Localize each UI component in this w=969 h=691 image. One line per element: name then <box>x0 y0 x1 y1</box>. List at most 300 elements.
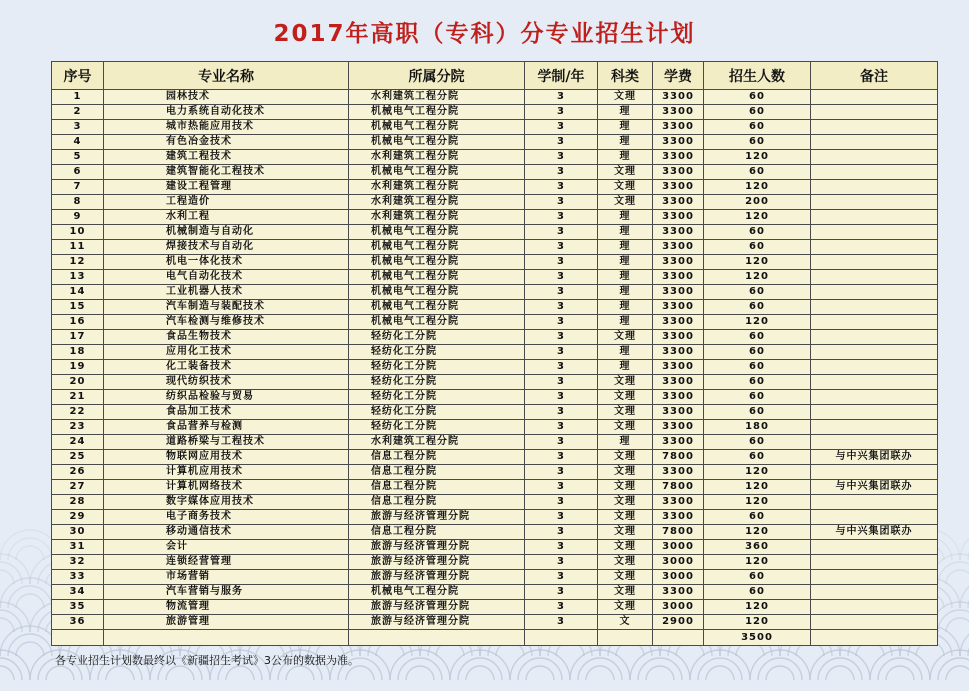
cell-index: 36 <box>52 615 104 630</box>
cell-tuition: 7800 <box>653 525 704 540</box>
cell-years: 3 <box>525 360 598 375</box>
cell-quota: 60 <box>704 225 811 240</box>
cell-category: 理 <box>598 225 653 240</box>
table-row <box>52 330 938 345</box>
cell-major: 应用化工技术 <box>104 345 349 360</box>
cell-index: 24 <box>52 435 104 450</box>
cell-notes <box>811 105 938 120</box>
header-notes: 备注 <box>811 62 938 90</box>
cell-tuition: 3300 <box>653 510 704 525</box>
header-category: 科类 <box>598 62 653 90</box>
wave-arc <box>16 546 44 560</box>
cell-quota: 360 <box>704 540 811 555</box>
table-row <box>52 90 938 105</box>
wave-arc <box>766 666 794 680</box>
cell-years: 3 <box>525 390 598 405</box>
cell-major: 物流管理 <box>104 600 349 615</box>
cell-years: 3 <box>525 525 598 540</box>
cell-major: 机械制造与自动化 <box>104 225 349 240</box>
cell-index: 23 <box>52 420 104 435</box>
cell-index: 33 <box>52 570 104 585</box>
cell-notes <box>811 615 938 630</box>
cell-category: 理 <box>598 360 653 375</box>
cell-tuition: 3300 <box>653 165 704 180</box>
cell-college: 机械电气工程分院 <box>349 255 525 270</box>
cell-years: 3 <box>525 570 598 585</box>
cell-tuition: 3300 <box>653 240 704 255</box>
cell-college: 机械电气工程分院 <box>349 585 525 600</box>
wave-arc <box>646 666 674 680</box>
cell-quota: 120 <box>704 465 811 480</box>
cell-major: 食品加工技术 <box>104 405 349 420</box>
cell-quota: 180 <box>704 420 811 435</box>
cell-college: 机械电气工程分院 <box>349 105 525 120</box>
cell-tuition: 7800 <box>653 480 704 495</box>
total-empty-cell <box>598 630 653 646</box>
wave-arc <box>886 666 914 680</box>
wave-arc <box>706 666 734 680</box>
cell-tuition: 3300 <box>653 420 704 435</box>
cell-years: 3 <box>525 150 598 165</box>
cell-tuition: 3300 <box>653 390 704 405</box>
cell-tuition: 3300 <box>653 465 704 480</box>
wave-arc <box>0 602 30 632</box>
wave-arc <box>938 658 969 680</box>
cell-category: 文理 <box>598 465 653 480</box>
cell-tuition: 2900 <box>653 615 704 630</box>
cell-category: 文理 <box>598 180 653 195</box>
cell-quota: 120 <box>704 270 811 285</box>
cell-major: 有色冶金技术 <box>104 135 349 150</box>
header-quota: 招生人数 <box>704 62 811 90</box>
cell-notes <box>811 165 938 180</box>
cell-index: 29 <box>52 510 104 525</box>
wave-arc <box>698 658 742 680</box>
cell-years: 3 <box>525 420 598 435</box>
cell-category: 理 <box>598 150 653 165</box>
cell-index: 22 <box>52 405 104 420</box>
cell-college: 旅游与经济管理分院 <box>349 510 525 525</box>
cell-index: 15 <box>52 300 104 315</box>
table-row <box>52 465 938 480</box>
cell-years: 3 <box>525 375 598 390</box>
cell-notes <box>811 435 938 450</box>
cell-tuition: 3300 <box>653 315 704 330</box>
cell-index: 26 <box>52 465 104 480</box>
cell-major: 计算机应用技术 <box>104 465 349 480</box>
cell-category: 理 <box>598 120 653 135</box>
cell-notes <box>811 315 938 330</box>
cell-major: 计算机网络技术 <box>104 480 349 495</box>
cell-college: 水利建筑工程分院 <box>349 210 525 225</box>
table-header-row <box>52 62 938 90</box>
cell-college: 旅游与经济管理分院 <box>349 540 525 555</box>
cell-tuition: 3300 <box>653 120 704 135</box>
cell-index: 16 <box>52 315 104 330</box>
cell-years: 3 <box>525 510 598 525</box>
cell-college: 机械电气工程分院 <box>349 285 525 300</box>
cell-notes <box>811 330 938 345</box>
cell-college: 轻纺化工分院 <box>349 405 525 420</box>
cell-tuition: 3300 <box>653 435 704 450</box>
cell-index: 3 <box>52 120 104 135</box>
cell-notes <box>811 465 938 480</box>
cell-notes <box>811 585 938 600</box>
cell-quota: 60 <box>704 285 811 300</box>
cell-category: 文理 <box>598 405 653 420</box>
cell-index: 31 <box>52 540 104 555</box>
cell-index: 11 <box>52 240 104 255</box>
cell-years: 3 <box>525 225 598 240</box>
cell-notes <box>811 285 938 300</box>
cell-notes <box>811 555 938 570</box>
cell-years: 3 <box>525 600 598 615</box>
cell-quota: 60 <box>704 345 811 360</box>
cell-tuition: 3300 <box>653 255 704 270</box>
cell-category: 文理 <box>598 390 653 405</box>
cell-college: 机械电气工程分院 <box>349 120 525 135</box>
cell-index: 32 <box>52 555 104 570</box>
table-row <box>52 390 938 405</box>
cell-tuition: 3300 <box>653 150 704 165</box>
cell-index: 17 <box>52 330 104 345</box>
table-row <box>52 540 938 555</box>
cell-years: 3 <box>525 405 598 420</box>
wave-arc <box>638 658 682 680</box>
cell-category: 理 <box>598 135 653 150</box>
wave-arc <box>526 666 554 680</box>
table-row <box>52 165 938 180</box>
cell-quota: 120 <box>704 495 811 510</box>
cell-notes <box>811 540 938 555</box>
table-row <box>52 195 938 210</box>
cell-years: 3 <box>525 300 598 315</box>
cell-tuition: 3300 <box>653 345 704 360</box>
cell-category: 文理 <box>598 330 653 345</box>
cell-index: 9 <box>52 210 104 225</box>
table-row <box>52 120 938 135</box>
cell-index: 28 <box>52 495 104 510</box>
cell-category: 理 <box>598 345 653 360</box>
cell-quota: 60 <box>704 240 811 255</box>
cell-years: 3 <box>525 210 598 225</box>
cell-notes <box>811 120 938 135</box>
cell-tuition: 3300 <box>653 105 704 120</box>
wave-arc <box>398 658 442 680</box>
cell-category: 文理 <box>598 165 653 180</box>
cell-years: 3 <box>525 345 598 360</box>
cell-major: 市场营销 <box>104 570 349 585</box>
cell-quota: 60 <box>704 105 811 120</box>
cell-notes <box>811 375 938 390</box>
wave-arc <box>578 658 622 680</box>
table-row <box>52 285 938 300</box>
cell-quota: 60 <box>704 510 811 525</box>
cell-tuition: 3300 <box>653 225 704 240</box>
cell-major: 连锁经营管理 <box>104 555 349 570</box>
cell-quota: 60 <box>704 405 811 420</box>
cell-tuition: 3300 <box>653 210 704 225</box>
cell-college: 轻纺化工分院 <box>349 420 525 435</box>
cell-college: 轻纺化工分院 <box>349 345 525 360</box>
cell-tuition: 3300 <box>653 90 704 105</box>
cell-major: 园林技术 <box>104 90 349 105</box>
table-row <box>52 585 938 600</box>
total-empty-cell <box>525 630 598 646</box>
cell-quota: 60 <box>704 135 811 150</box>
cell-tuition: 3000 <box>653 540 704 555</box>
cell-college: 机械电气工程分院 <box>349 270 525 285</box>
cell-tuition: 3300 <box>653 375 704 390</box>
table-row <box>52 180 938 195</box>
table-row <box>52 615 938 630</box>
cell-notes <box>811 390 938 405</box>
cell-category: 文理 <box>598 540 653 555</box>
cell-tuition: 3000 <box>653 555 704 570</box>
wave-arc <box>518 658 562 680</box>
header-college: 所属分院 <box>349 62 525 90</box>
cell-quota: 60 <box>704 330 811 345</box>
cell-tuition: 3300 <box>653 360 704 375</box>
cell-major: 食品营养与检测 <box>104 420 349 435</box>
cell-college: 信息工程分院 <box>349 450 525 465</box>
cell-tuition: 3300 <box>653 180 704 195</box>
wave-arc <box>758 658 802 680</box>
cell-years: 3 <box>525 195 598 210</box>
cell-category: 理 <box>598 285 653 300</box>
cell-college: 轻纺化工分院 <box>349 375 525 390</box>
wave-arc <box>818 658 862 680</box>
table-row <box>52 105 938 120</box>
cell-quota: 60 <box>704 120 811 135</box>
cell-major: 道路桥梁与工程技术 <box>104 435 349 450</box>
cell-tuition: 3000 <box>653 570 704 585</box>
wave-arc <box>466 666 494 680</box>
table-row <box>52 435 938 450</box>
cell-tuition: 3000 <box>653 600 704 615</box>
cell-index: 35 <box>52 600 104 615</box>
table-row <box>52 555 938 570</box>
cell-major: 食品生物技术 <box>104 330 349 345</box>
table-row <box>52 225 938 240</box>
cell-index: 30 <box>52 525 104 540</box>
cell-index: 1 <box>52 90 104 105</box>
cell-college: 旅游与经济管理分院 <box>349 600 525 615</box>
wave-arc <box>406 666 434 680</box>
table-row <box>52 210 938 225</box>
cell-college: 机械电气工程分院 <box>349 135 525 150</box>
wave-arc <box>0 618 14 632</box>
table-row <box>52 495 938 510</box>
cell-years: 3 <box>525 90 598 105</box>
cell-category: 文理 <box>598 420 653 435</box>
cell-college: 机械电气工程分院 <box>349 315 525 330</box>
cell-category: 理 <box>598 300 653 315</box>
table-row <box>52 525 938 540</box>
cell-index: 20 <box>52 375 104 390</box>
total-empty-cell <box>811 630 938 646</box>
cell-notes <box>811 150 938 165</box>
cell-notes <box>811 570 938 585</box>
cell-tuition: 3300 <box>653 405 704 420</box>
cell-major: 汽车检测与维修技术 <box>104 315 349 330</box>
wave-arc <box>878 658 922 680</box>
cell-years: 3 <box>525 465 598 480</box>
cell-tuition: 3300 <box>653 300 704 315</box>
table-row <box>52 450 938 465</box>
cell-major: 汽车营销与服务 <box>104 585 349 600</box>
cell-college: 机械电气工程分院 <box>349 240 525 255</box>
cell-quota: 200 <box>704 195 811 210</box>
cell-college: 轻纺化工分院 <box>349 330 525 345</box>
cell-notes: 与中兴集团联办 <box>811 450 938 465</box>
cell-college: 水利建筑工程分院 <box>349 150 525 165</box>
cell-index: 6 <box>52 165 104 180</box>
cell-years: 3 <box>525 270 598 285</box>
cell-category: 文理 <box>598 570 653 585</box>
cell-years: 3 <box>525 240 598 255</box>
table-row <box>52 300 938 315</box>
cell-index: 18 <box>52 345 104 360</box>
cell-college: 机械电气工程分院 <box>349 165 525 180</box>
cell-notes <box>811 405 938 420</box>
cell-major: 数字媒体应用技术 <box>104 495 349 510</box>
table-body <box>52 90 938 646</box>
table-row <box>52 480 938 495</box>
cell-major: 焊接技术与自动化 <box>104 240 349 255</box>
cell-index: 21 <box>52 390 104 405</box>
wave-arc <box>0 650 30 680</box>
total-row <box>52 630 938 646</box>
cell-major: 电气自动化技术 <box>104 270 349 285</box>
wave-arc <box>586 666 614 680</box>
wave-arc <box>8 586 52 608</box>
cell-college: 轻纺化工分院 <box>349 390 525 405</box>
table-row <box>52 255 938 270</box>
cell-index: 4 <box>52 135 104 150</box>
cell-tuition: 3300 <box>653 585 704 600</box>
wave-arc <box>16 642 44 656</box>
cell-major: 汽车制造与装配技术 <box>104 300 349 315</box>
cell-category: 理 <box>598 240 653 255</box>
cell-college: 水利建筑工程分院 <box>349 435 525 450</box>
table-row <box>52 600 938 615</box>
cell-college: 信息工程分院 <box>349 495 525 510</box>
cell-tuition: 3300 <box>653 330 704 345</box>
cell-category: 理 <box>598 270 653 285</box>
cell-years: 3 <box>525 105 598 120</box>
wave-arc <box>930 650 969 680</box>
cell-years: 3 <box>525 135 598 150</box>
cell-index: 5 <box>52 150 104 165</box>
cell-major: 旅游管理 <box>104 615 349 630</box>
cell-quota: 60 <box>704 300 811 315</box>
cell-college: 轻纺化工分院 <box>349 360 525 375</box>
wave-arc <box>946 570 969 584</box>
cell-category: 文理 <box>598 600 653 615</box>
cell-quota: 60 <box>704 450 811 465</box>
cell-college: 信息工程分院 <box>349 525 525 540</box>
wave-arc <box>0 658 22 680</box>
cell-quota: 60 <box>704 390 811 405</box>
cell-category: 文理 <box>598 585 653 600</box>
header-years: 学制/年 <box>525 62 598 90</box>
cell-notes <box>811 420 938 435</box>
cell-notes: 与中兴集团联办 <box>811 480 938 495</box>
cell-category: 文理 <box>598 195 653 210</box>
cell-notes <box>811 270 938 285</box>
cell-notes <box>811 600 938 615</box>
cell-notes <box>811 255 938 270</box>
cell-quota: 60 <box>704 165 811 180</box>
cell-major: 电力系统自动化技术 <box>104 105 349 120</box>
cell-major: 工程造价 <box>104 195 349 210</box>
table-row <box>52 315 938 330</box>
cell-tuition: 7800 <box>653 450 704 465</box>
cell-college: 旅游与经济管理分院 <box>349 555 525 570</box>
cell-college: 信息工程分院 <box>349 480 525 495</box>
cell-notes <box>811 90 938 105</box>
cell-quota: 120 <box>704 315 811 330</box>
header-index: 序号 <box>52 62 104 90</box>
cell-years: 3 <box>525 315 598 330</box>
wave-arc <box>0 666 14 680</box>
table-row <box>52 240 938 255</box>
cell-index: 7 <box>52 180 104 195</box>
cell-category: 文理 <box>598 450 653 465</box>
cell-major: 化工装备技术 <box>104 360 349 375</box>
cell-major: 建筑工程技术 <box>104 150 349 165</box>
cell-notes <box>811 225 938 240</box>
cell-notes <box>811 240 938 255</box>
cell-quota: 120 <box>704 150 811 165</box>
cell-major: 建设工程管理 <box>104 180 349 195</box>
cell-major: 会计 <box>104 540 349 555</box>
table-row <box>52 150 938 165</box>
wave-arc <box>946 618 969 632</box>
header-tuition: 学费 <box>653 62 704 90</box>
footnote: 各专业招生计划数最终以《新疆招生考试》3公布的数据为准。 <box>55 654 359 667</box>
cell-college: 水利建筑工程分院 <box>349 195 525 210</box>
cell-notes <box>811 180 938 195</box>
cell-tuition: 3300 <box>653 195 704 210</box>
cell-index: 19 <box>52 360 104 375</box>
cell-years: 3 <box>525 495 598 510</box>
table-row <box>52 135 938 150</box>
cell-years: 3 <box>525 330 598 345</box>
cell-quota: 120 <box>704 180 811 195</box>
cell-category: 理 <box>598 105 653 120</box>
cell-category: 文理 <box>598 510 653 525</box>
cell-index: 10 <box>52 225 104 240</box>
cell-notes <box>811 195 938 210</box>
cell-quota: 120 <box>704 615 811 630</box>
cell-years: 3 <box>525 480 598 495</box>
wave-arc <box>8 538 52 560</box>
cell-index: 13 <box>52 270 104 285</box>
cell-tuition: 3300 <box>653 495 704 510</box>
wave-arc <box>0 570 14 584</box>
cell-years: 3 <box>525 285 598 300</box>
wave-arc <box>8 634 52 656</box>
cell-quota: 120 <box>704 555 811 570</box>
cell-index: 27 <box>52 480 104 495</box>
table-row <box>52 420 938 435</box>
cell-category: 文理 <box>598 555 653 570</box>
table-row <box>52 345 938 360</box>
cell-category: 理 <box>598 315 653 330</box>
cell-major: 移动通信技术 <box>104 525 349 540</box>
